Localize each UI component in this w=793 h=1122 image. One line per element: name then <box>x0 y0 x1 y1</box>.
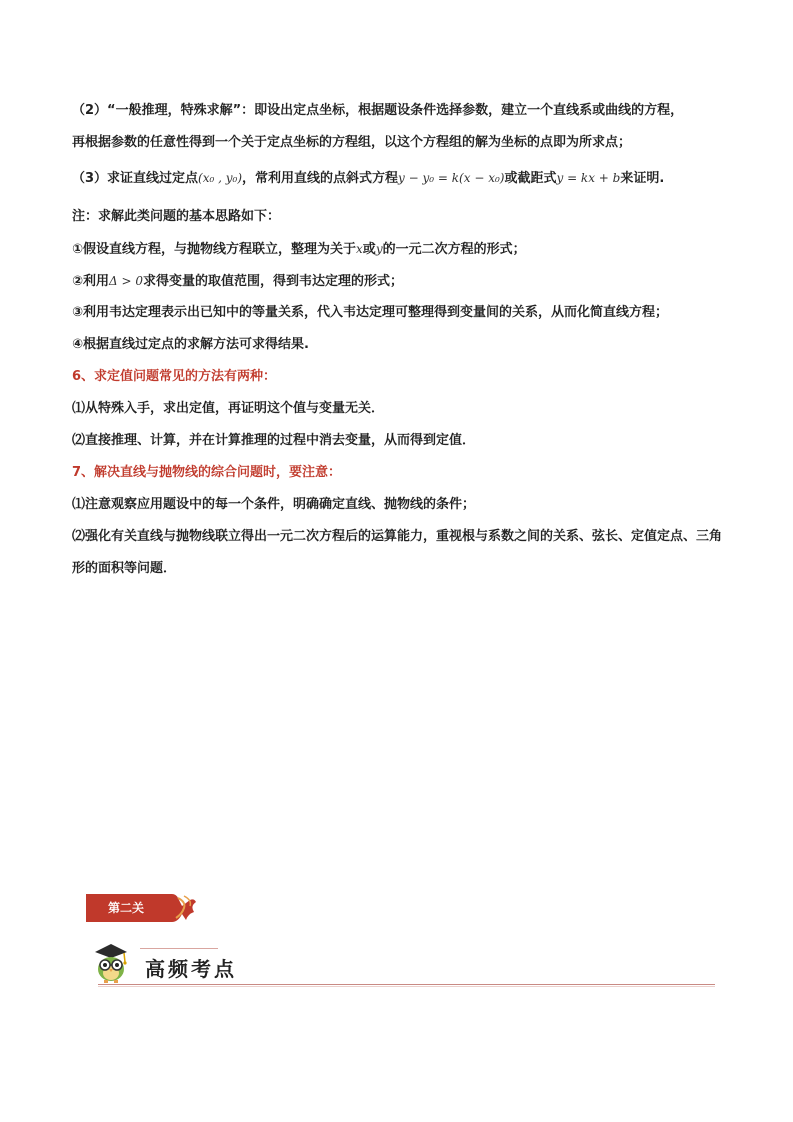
math-variable-y: y <box>375 242 383 256</box>
math-variable-x: x <box>356 242 363 256</box>
owl-mascot-icon <box>91 942 131 984</box>
section-rule-bottom-shadow <box>98 986 715 987</box>
text-segment: 的一元二次方程的形式； <box>382 242 526 257</box>
step-1 <box>72 239 722 260</box>
paragraph-prove-fixed-point <box>72 168 722 189</box>
level-banner-label: 第二关 <box>108 901 145 915</box>
section-rule-bottom <box>98 984 715 985</box>
method-1: ⑴从特殊入手，求出定值，再证明这个值与变量无关． <box>72 401 385 416</box>
text-segment: 求得变量的取值范围，得到韦达定理的形式； <box>143 274 404 289</box>
text-segment: ②利用 <box>72 274 110 289</box>
section-rule-top <box>140 948 218 949</box>
text-segment: 来证明. <box>620 171 665 186</box>
paragraph-general-reasoning-2: 再根据参数的任意性得到一个关于定点坐标的方程组，以这个方程组的解为坐标的点即为所求点； <box>72 135 632 150</box>
text-segment: 或截距式 <box>504 171 557 186</box>
step-3: ③利用韦达定理表示出已知中的等量关系，代入韦达定理可整理得到变量间的关系，从而化简直线方程； <box>72 305 669 320</box>
math-point-slope-equation: y − y₀ = k(x − x₀) <box>398 171 505 185</box>
text-segment: 或 <box>362 242 376 257</box>
math-point: (x₀ , y₀) <box>198 171 243 185</box>
method-2: ⑵直接推理、计算，并在计算推理的过程中消去变量，从而得到定值． <box>72 433 476 448</box>
math-intercept-equation: y = kx + b <box>556 171 621 185</box>
step-2 <box>72 271 722 292</box>
math-discriminant: Δ > 0 <box>109 274 143 288</box>
heading-item-7: 7、解决直线与抛物线的综合问题时，要注意： <box>72 465 342 480</box>
heading-item-6: 6、求定值问题常见的方法有两种： <box>72 369 277 384</box>
note-2: ⑵强化有关直线与抛物线联立得出一元二次方程后的运算能力，重视根与系数之间的关系、弦长、定值定点、三角形的面积等问题． <box>72 529 723 576</box>
note-1: ⑴注意观察应用题设中的每一个条件，明确确定直线、抛物线的条件； <box>72 497 476 512</box>
section-title: 高频考点 <box>145 957 237 981</box>
text-segment: ，常利用直线的点斜式方程 <box>242 171 399 186</box>
text-segment: （3）求证直线过定点 <box>72 171 199 186</box>
step-4: ④根据直线过定点的求解方法可求得结果. <box>72 337 309 352</box>
note-heading: 注：求解此类问题的基本思路如下： <box>72 209 281 224</box>
paragraph-general-reasoning-1: （2）“一般推理，特殊求解”：即设出定点坐标，根据题设条件选择参数，建立一个直线系或曲线的方程， <box>72 103 684 118</box>
text-segment: ①假设直线方程，与抛物线方程联立，整理为关于 <box>72 242 357 257</box>
